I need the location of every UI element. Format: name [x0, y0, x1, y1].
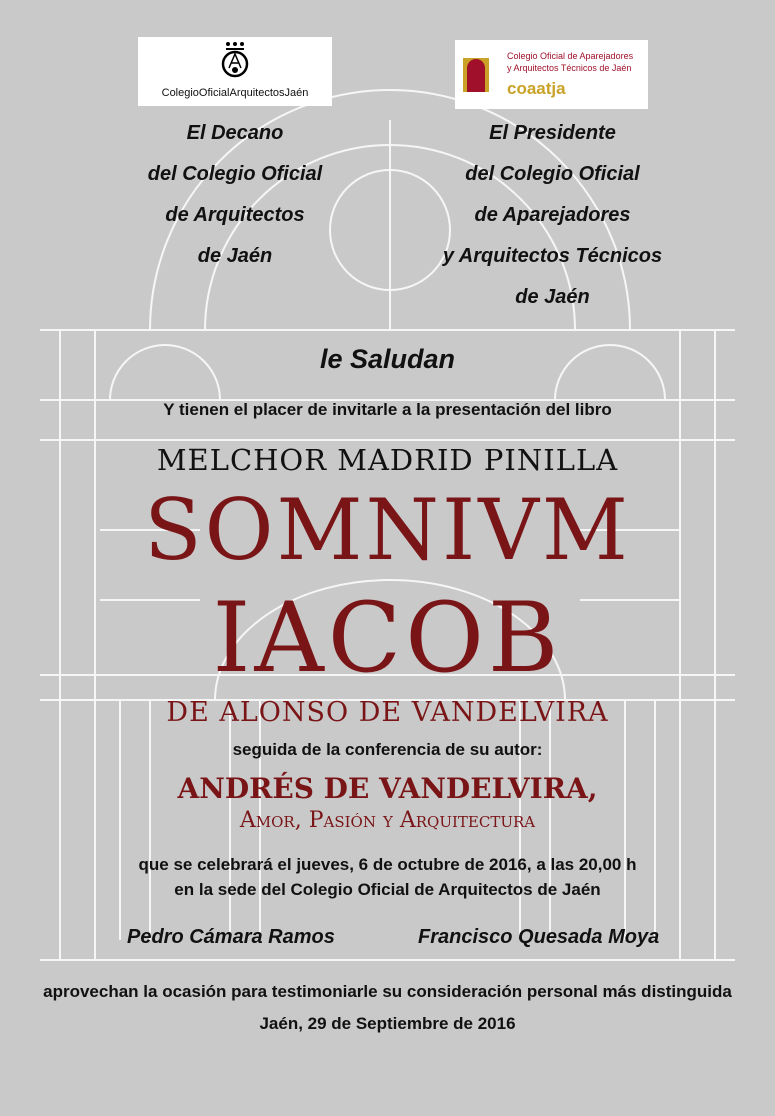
dean-line: del Colegio Oficial	[147, 163, 323, 185]
closing-text: aprovechan la ocasión para testimoniarle su consideración personal más distinguida	[43, 982, 732, 1001]
president-line: de Aparejadores	[474, 204, 631, 226]
president-line: El Presidente	[489, 122, 616, 144]
coaatja-brand: coaatja	[507, 79, 566, 98]
event-when: que se celebrará el jueves, 6 de octubre de 2016, a las 20,00 h	[138, 855, 637, 874]
coaatja-line2: y Arquitectos Técnicos de Jaén	[507, 63, 632, 73]
dean-line: de Arquitectos	[165, 204, 305, 226]
book-author: MELCHOR MADRID PINILLA	[156, 443, 619, 477]
date-text: Jaén, 29 de Septiembre de 2016	[259, 1014, 516, 1033]
dean-block	[80, 113, 390, 277]
president-block	[395, 113, 710, 318]
book-subtitle: DE ALONSO DE VANDELVIRA	[166, 697, 609, 728]
dean-line: El Decano	[186, 122, 284, 144]
colegio-arquitectos-logo	[138, 37, 332, 106]
crown-compass-icon	[215, 41, 255, 81]
conference-subtitle: Amor, Pasión y Arquitectura	[239, 808, 536, 833]
book-title-1: SOMNIVM	[144, 481, 631, 579]
event-where: en la sede del Colegio Oficial de Arquitectos de Jaén	[174, 880, 601, 899]
colegio-arquitectos-logo-text: ColegioOficialArquitectosJaén	[161, 87, 309, 99]
arch-icon	[463, 52, 489, 92]
dean-line: de Jaén	[197, 245, 273, 267]
followed-text: seguida de la conferencia de su autor:	[232, 740, 543, 759]
conference-title: ANDRÉS DE VANDELVIRA,	[177, 772, 598, 805]
invitation-text: Y tienen el placer de invitarle a la presentación del libro	[163, 400, 612, 419]
signer-president: Francisco Quesada Moya	[418, 926, 660, 948]
coaatja-logo	[455, 40, 648, 109]
signer-dean: Pedro Cámara Ramos	[127, 926, 335, 948]
greeting: le Saludan	[319, 344, 456, 374]
president-line: del Colegio Oficial	[465, 163, 640, 185]
president-line: de Jaén	[515, 286, 590, 308]
president-line: y Arquitectos Técnicos	[442, 245, 663, 267]
book-title-2: IACOB	[212, 582, 563, 694]
coaatja-line1: Colegio Oficial de Aparejadores	[507, 51, 634, 61]
